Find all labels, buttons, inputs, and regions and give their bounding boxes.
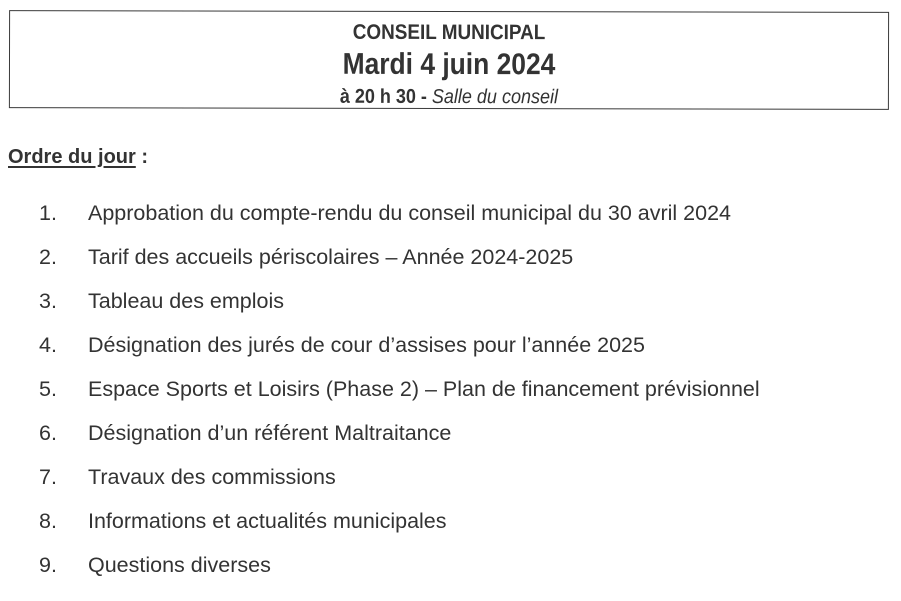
meeting-header-box [9, 10, 889, 110]
meeting-time-location [54, 85, 844, 110]
agenda-item-number: 8. [39, 509, 57, 533]
agenda-item-text: Questions diverses [88, 553, 271, 577]
agenda-item-text: Tableau des emplois [88, 289, 285, 313]
agenda-item-text: Espace Sports et Loisirs (Phase 2) – Plan de financement prévisionnel [88, 377, 760, 401]
agenda-item-number: 7. [39, 465, 57, 489]
agenda-item-number: 6. [39, 421, 57, 445]
agenda-item-number: 9. [39, 553, 57, 577]
agenda-heading-label: Ordre du jour [8, 146, 136, 168]
council-title: CONSEIL MUNICIPAL [352, 20, 546, 45]
agenda-item-text: Travaux des commissions [88, 465, 336, 489]
agenda-item-text: Désignation des jurés de cour d’assises pour l’année 2025 [88, 333, 645, 357]
agenda-item-number: 2. [39, 245, 57, 269]
agenda-heading-colon: : [135, 146, 149, 168]
agenda-item-number: 1. [39, 201, 57, 225]
agenda-item-text: Tarif des accueils périscolaires – Année 2024-2025 [88, 245, 574, 269]
meeting-time: à 20 h 30 - [339, 85, 427, 108]
agenda-item-number: 4. [39, 333, 57, 357]
meeting-date: Mardi 4 juin 2024 [342, 47, 556, 82]
agenda-item-number: 5. [39, 377, 57, 401]
agenda-item-text: Informations et actualités municipales [88, 509, 447, 533]
agenda-item-text: Désignation d’un référent Maltraitance [88, 421, 452, 445]
meeting-location: Salle du conseil [431, 85, 559, 109]
agenda-item-text: Approbation du compte-rendu du conseil municipal du 30 avril 2024 [88, 201, 732, 225]
agenda-item-number: 3. [39, 289, 57, 313]
agenda-heading [8, 146, 148, 169]
